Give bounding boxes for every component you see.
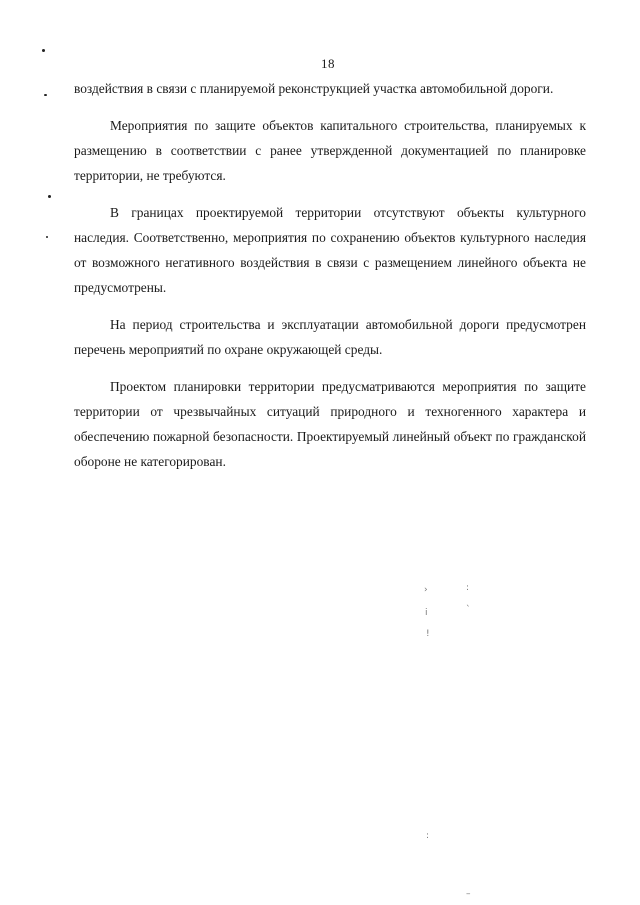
scan-mark: › <box>424 585 428 595</box>
body-text <box>74 76 586 474</box>
paragraph-4: На период строительства и эксплуатации автомобильной дороги предусмотрен перечень мероприятий по охране окружающей среды. <box>74 317 586 357</box>
scan-speck <box>44 94 47 96</box>
page-number: 18 <box>321 56 335 71</box>
scan-mark: i <box>425 608 428 618</box>
paragraph-5: Проектом планировки территории предусматриваются мероприятия по защите территории от чрезвычайных ситуаций природного и техногенного характера и обеспечению пожарной безопасности. Проектируемый линейный объект по гражданской обороне не категорирован. <box>74 379 586 469</box>
paragraph-3: В границах проектируемой территории отсутствуют объекты культурного наследия. Соответственно, мероприятия по сохранению объектов культурного наследия от возможного негативного воздействия в связи с размещением линейного объекта не предусмотрены. <box>74 205 586 295</box>
scan-mark: ` <box>466 605 471 615</box>
scan-speck <box>46 236 48 238</box>
scan-mark: : <box>426 831 430 841</box>
scan-mark: – <box>466 889 471 899</box>
scan-speck <box>42 49 45 52</box>
scan-mark: : <box>466 583 470 593</box>
paragraph-1: воздействия в связи с планируемой реконструкцией участка автомобильной дороги. <box>74 81 554 96</box>
paragraph-2: Мероприятия по защите объектов капитального строительства, планируемых к размещению в соответствии с ранее утвержденной документацией по планировке территории, не требуются. <box>74 118 586 183</box>
scan-speck <box>48 195 51 198</box>
scan-mark: ! <box>426 629 430 639</box>
